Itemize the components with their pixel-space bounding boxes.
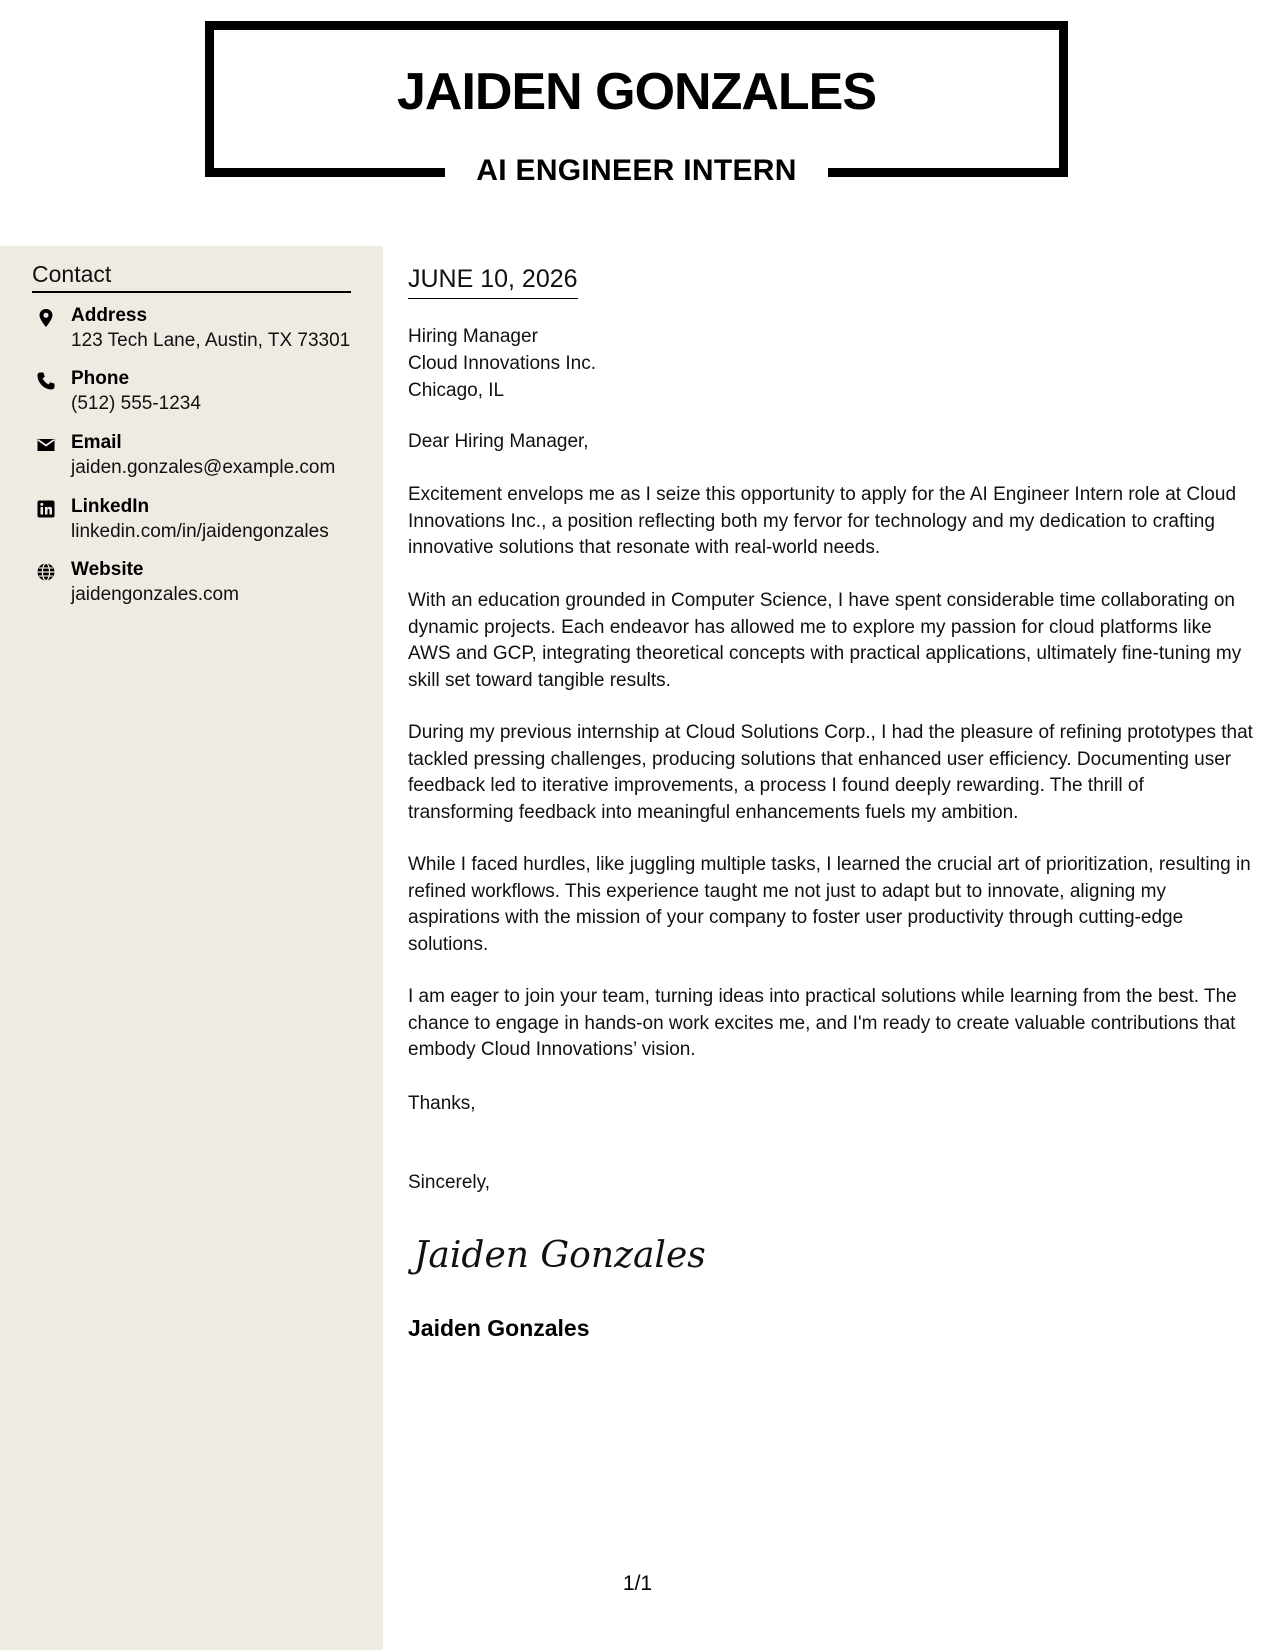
recipient-line: Hiring Manager [408, 326, 538, 347]
handwritten-signature [410, 1225, 706, 1285]
recipient-line: Cloud Innovations Inc. [408, 353, 597, 374]
role-banner [445, 148, 828, 198]
address-value: 123 Tech Lane, Austin, TX 73301 [71, 330, 351, 351]
website-label: Website [71, 559, 144, 580]
website-value: jaidengonzales.com [71, 584, 239, 605]
job-title: AI ENGINEER INTERN [476, 154, 797, 187]
signer-name: Jaiden Gonzales [408, 1315, 590, 1341]
email-value: jaiden.gonzales@example.com [71, 457, 336, 478]
recipient-block [408, 323, 596, 404]
linkedin-icon [36, 499, 56, 519]
signature-text: Jaiden Gonzales [414, 1235, 706, 1276]
body-paragraph: During my previous internship at Cloud Solutions Corp., I had the pleasure of refining prototypes that tackled pressing challenges, producing solutions that enhanced user efficiency. Documenting user feedback led to iterative improvements, a process I found deeply rewarding. The thrill of transforming feedback into meaningful enhancements fuels my ambition. [408, 722, 1253, 823]
recipient-line: Chicago, IL [408, 380, 505, 401]
body-paragraph: While I faced hurdles, like juggling multiple tasks, I learned the crucial art of prioritization, resulting in refined workflows. This experience taught me not just to adapt but to innovate, aligning my aspirations with the mission of your company to foster user productivity through cutting-edge solutions. [408, 854, 1251, 955]
phone-icon [36, 371, 56, 391]
phone-label: Phone [71, 368, 130, 389]
applicant-name: JAIDEN GONZALES [396, 63, 877, 121]
body-paragraph: With an education grounded in Computer Science, I have spent considerable time collaborating on dynamic projects. Each endeavor has allowed me to explore my passion for cloud platforms like AWS and GCP, integrating theoretical concepts with practical applications, ultimately fine-tuning my skill set toward tangible results. [408, 590, 1242, 691]
email-label: Email [71, 432, 122, 453]
salutation: Dear Hiring Manager, [408, 431, 589, 452]
body-paragraph: Excitement envelops me as I seize this opportunity to apply for the AI Engineer Intern role at Cloud Innovations Inc., a position reflecting both my fervor for technology and my dedication to crafting innovative solutions that resonate with real-world needs. [408, 484, 1237, 558]
phone-value: (512) 555-1234 [71, 393, 201, 414]
letter-date: JUNE 10, 2026 [408, 265, 578, 299]
body-paragraph: I am eager to join your team, turning ideas into practical solutions while learning from the best. The chance to engage in hands-on work excites me, and I'm ready to create valuable contributions that embody Cloud Innovations’ vision. [408, 986, 1237, 1060]
linkedin-value: linkedin.com/in/jaidengonzales [71, 521, 329, 542]
map-pin-icon [36, 308, 56, 328]
globe-icon [36, 562, 56, 582]
closing-line: Sincerely, [408, 1172, 491, 1193]
thanks-line: Thanks, [408, 1093, 476, 1114]
linkedin-label: LinkedIn [71, 496, 150, 517]
address-label: Address [71, 305, 148, 326]
envelope-icon [36, 435, 56, 455]
contact-heading: Contact [32, 261, 351, 293]
page-number: 1/1 [622, 1572, 653, 1595]
